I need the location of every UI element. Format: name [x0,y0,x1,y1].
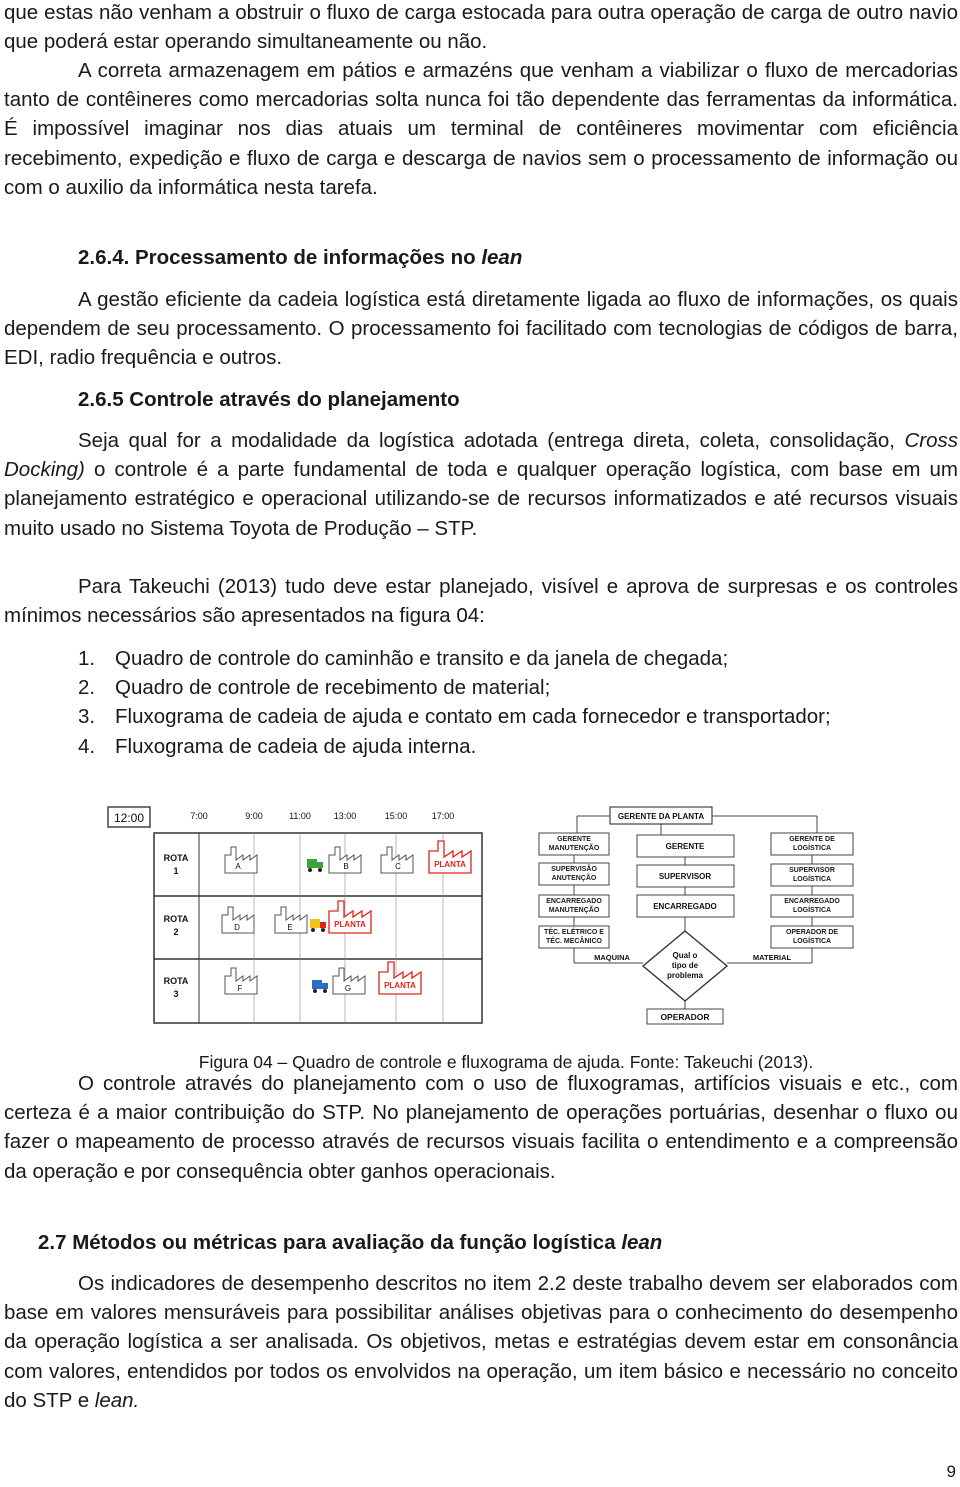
route-label: ROTA [163,914,189,924]
diamond-label: Qual o [672,951,698,960]
plant-label: PLANTA [434,860,466,869]
list-item [78,673,958,702]
list-item-text: Fluxograma de cadeia de ajuda interna. [115,734,477,758]
time-label: 17:00 [431,811,455,821]
time-label: 11:00 [289,811,311,821]
stop-label: A [235,862,241,871]
plant-label: PLANTA [384,981,416,990]
controls-list [78,644,958,761]
heading-2-6-4 [78,243,522,272]
figure-04 [107,803,957,1027]
paragraph-5: Para Takeuchi (2013) tudo deve estar planejado, visível e aprova de surpresas e os controles mínimos necessários são apresentados na figura 04: [4,575,958,628]
heading-2-7 [38,1228,662,1257]
help-chain-flowchart [539,807,853,1024]
route-number: 1 [173,866,179,876]
list-item-text: Quadro de controle de recebimento de material; [115,676,551,700]
material-label: MATERIAL [752,953,792,962]
maquina-label: MAQUINA [594,953,630,962]
diamond-label: problema [666,971,704,980]
stop-label: F [237,984,243,993]
clock-label: 12:00 [113,811,145,825]
box-label: SUPERVISOR LOGÍSTICA [789,867,835,883]
paragraph-2: A correta armazenagem em pátios e armazéns que venham a viabilizar o fluxo de mercadorias tanto de contêineres como mercadorias solta nunca foi tão dependente das ferramentas da informática. É impossível imaginar nos dias atuais um terminal de contêineres movimentar com eficiência recebimento, expedição e fluxo de carga e descarga de navios sem o processamento de informação ou com o auxilio da informática nesta tarefa. [4,59,958,199]
paragraph-1: que estas não venham a obstruir o fluxo de carga estocada para outra operação de carga de outro navio que poderá estar operando simultaneamente ou não. [4,1,958,54]
list-item-text: Quadro de controle do caminhão e transito e da janela de chegada; [115,647,729,670]
stop-label: D [234,923,240,932]
stop-label: B [343,862,349,871]
heading-2-7-italic: lean [621,1231,663,1254]
heading-2-7-text: 2.7 Métodos ou métricas para avaliação da função logística [38,1231,622,1254]
route-label: ROTA [163,853,189,863]
list-item-number: 2. [78,676,96,700]
box-label: GERENTE DE LOGÍSTICA [789,836,835,852]
stop-label: E [287,923,293,932]
list-item [78,732,958,761]
figure-caption: Figura 04 – Quadro de controle e fluxograma de ajuda. Fonte: Takeuchi (2013). [198,1051,814,1072]
time-label: 15:00 [384,811,408,821]
plant-label: PLANTA [334,920,366,929]
stop-label: G [344,984,352,993]
box-label: SUPERVISÃO ANUTENÇÃO [551,866,597,882]
list-item-text: Fluxograma de cadeia de ajuda e contato em cada fornecedor e transportador; [115,705,831,729]
paragraph-7 [4,1269,958,1415]
list-item-number: 4. [78,734,96,758]
list-item-number: 3. [78,705,96,729]
paragraph-4-text-a: Seja qual for a modalidade da logística adotada (entrega direta, coleta, consolidação, [78,429,905,452]
paragraph-4 [4,426,958,543]
box-label: OPERADOR DE LOGÍSTICA [785,929,839,945]
box-label: OPERADOR [660,1012,710,1022]
box-label: TÉC. ELÉTRICO E TÉC. MECÂNICO [544,929,604,945]
box-label: GERENTE MANUTENÇÃO [548,836,600,852]
box-label: ENCARREGADO LOGÍSTICA [784,898,840,914]
list-item [78,702,958,731]
paragraph-4-italic: Cross Docking) [4,429,958,482]
box-label: ENCARREGADO [653,902,717,911]
box-label: ENCARREGADO MANUTENÇÃO [546,898,602,914]
time-label: 9:00 [245,811,263,821]
paragraph-6: O controle através do planejamento com o uso de fluxogramas, artifícios visuais e etc., com certeza é a maior contribuição do STP. No planejamento de operações portuárias, desenhar o fluxo ou fazer o mapeamento de processo através de recursos visuais facilita o entendimento e a compreensão da operação e por consequência obter ganhos operacionais. [4,1072,958,1183]
list-item [78,644,958,673]
truck-control-board [108,807,482,1023]
page-number: 9 [946,1462,956,1481]
paragraph-4-text-b: o controle é a parte fundamental de toda e qualquer operação logística, com base em um planejamento estratégico e operacional utilizando-se de recursos informatizados e até recursos visuais muito usado no Sistema Toyota de Produção – STP. [4,458,958,540]
list-item-number: 1. [78,647,96,670]
route-number: 3 [173,989,179,999]
heading-2-6-4-text: 2.6.4. Processamento de informações no [78,246,482,269]
paragraph-3: A gestão eficiente da cadeia logística está diretamente ligada ao fluxo de informações, os quais dependem de seu processamento. O processamento foi facilitado com tecnologias de códigos de barra, EDI, radio frequência e outros. [4,288,958,370]
route-number: 2 [173,927,179,937]
diamond-label: tipo de [671,961,699,970]
paragraph-7-text: Os indicadores de desempenho descritos no item 2.2 deste trabalho devem ser elaborados com base em valores mensuráveis para possibilitar análises objetivas para o conhecimento do desempenho da operação logística a ser analisada. Os objetivos, metas e estratégias devem estar em consonância com valores, entendidos por todos os envolvidos na operação, um item básico e necessário no conceito do STP e [4,1272,958,1412]
route-label: ROTA [163,976,189,986]
box-label: SUPERVISOR [658,872,712,881]
time-label: 13:00 [333,811,357,821]
heading-2-6-4-italic: lean [481,246,523,269]
box-label: GERENTE DA PLANTA [617,812,705,821]
stop-label: C [395,862,401,871]
paragraph-7-italic: lean. [94,1388,140,1412]
time-label: 7:00 [190,811,208,821]
box-label: GERENTE [665,842,705,851]
heading-2-6-5: 2.6.5 Controle através do planejamento [78,388,460,411]
